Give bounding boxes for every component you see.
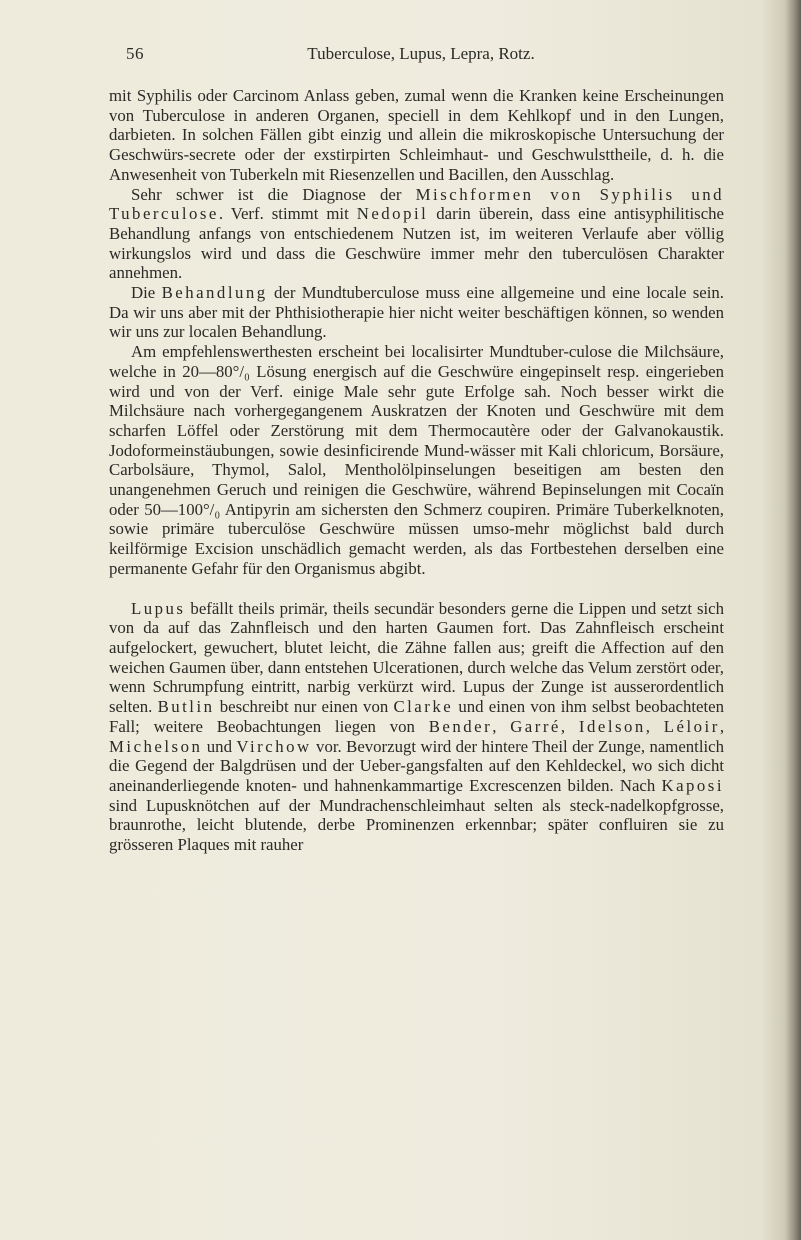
text-segment: , [492,716,511,736]
emphasized-name: Idelson [578,716,646,736]
page-header [126,44,716,66]
emphasized-name: Lupus [131,598,186,618]
emphasized-name: Virchow [236,736,312,756]
running-title: Tuberculose, Lupus, Lepra, Rotz. [307,44,535,63]
text-segment: , [719,716,725,736]
text-segment: Sehr schwer ist die Diagnose der [131,184,416,204]
paragraph-p2 [109,185,724,284]
paragraph-gap [109,579,724,599]
text-segment: und einen von ihm selbst beobachteten Fall; weitere Beobachtungen liegen von [109,697,724,736]
text-segment: darin überein, dass eine antisyphilitische Behandlung anfangs von entschiedenem Nutzen ist, im weiteren Verlaufe aber völlig wirkungslos wird und dass die Geschwüre immer mehr den tuberculösen Charakter annehmen. [109,204,724,283]
emphasized-name: Garré [510,716,561,736]
paragraph-p1 [109,86,724,185]
text-segment: Die [131,283,162,303]
text-segment: der Mundtuberculose muss eine allgemeine und eine locale sein. Da wir uns aber mit der Phthisiotherapie hier nicht weiter beschäftigen können, so wenden wir uns zur localen Behandlung. [109,283,724,342]
text-segment: , [560,716,579,736]
emphasized-name: Butlin [157,697,215,717]
text-segment: vor. Bevorzugt wird der hintere Theil der Zunge, namentlich die Gegend der Balgdrüsen und der Ueber-gangsfalten auf den Kehldeckel, wo sich dicht aneinanderliegende knoten- und hahnenkammartige Excrescenzen bilden. Nach [109,736,724,795]
emphasized-name: Kaposi [661,775,724,795]
emphasized-name: Bender [428,716,493,736]
emphasized-name: Léloir [663,716,720,736]
text-segment: . Verf. stimmt mit [218,204,357,224]
emphasized-name: Nedopil [356,204,429,224]
text-segment: mit Syphilis oder Carcinom Anlass geben, zumal wenn die Kranken keine Erscheinungen von Tuberculose in anderen Organen, speciell in dem Kehlkopf und in den Lungen, darbieten. In solchen Fällen gibt einzig und allein die mikroskopische Untersuchung der Geschwürs-secrete oder der exstirpirten Schleimhaut- und Geschwulsttheile, d. h. die Anwesenheit von Tuberkeln mit Riesenzellen und Bacillen, den Ausschlag. [109,86,724,184]
emphasized-name: Behandlung [161,283,268,303]
paragraph-p4 [109,342,724,578]
text-segment: beschreibt nur einen von [214,697,394,717]
text-segment: , [645,716,664,736]
emphasized-name: Michelson [109,736,203,756]
text-segment: befällt theils primär, theils secundär besonders gerne die Lippen und setzt sich von da auf das Zahnfleisch und den harten Gaumen fort. Das Zahnfleisch erscheint aufgelockert, gewuchert, blutet leicht, die Zähne fallen aus; greift die Affection auf den weichen Gaumen über, dann entstehen Ulcerationen, durch welche das Velum zerstört oder, wenn Schrumpfung eintritt, narbig verkürzt wird. Lupus der Zunge ist ausserordentlich selten. [109,598,724,717]
emphasized-name: Clarke [393,697,454,717]
emphasized-name: Mischformen von Syphilis und Tuberculose [109,184,724,224]
text-segment: Am empfehlenswerthesten erscheint bei localisirter Mundtuber-culose die Milchsäure, welche in 20—80°/₀ Lösung energisch auf die Geschwüre eingepinselt resp. eingerieben wird und von der Verf. einige Male sehr gute Erfolge sah. Noch besser wirkt die Milchsäure nach vorhergegangenem Auskratzen der Knoten und Geschwüre mit dem scharfen Löffel oder Zerstörung mit dem Thermocautère oder der Galvanokaustik. Jodoformeinstäubungen, sowie desinficirende Mund-wässer mit Kali chloricum, Borsäure, Carbolsäure, Thymol, Salol, Mentholölpinselungen beseitigen am besten den unangenehmen Geruch und reinigen die Geschwüre, während Bepinselungen mit Cocaïn oder 50—100°/₀ Antipyrin am sichersten den Schmerz coupiren. Primäre Tuberkelknoten, sowie primäre tuberculöse Geschwüre müssen umso-mehr möglichst bald durch keilförmige Excision unschädlich gemacht werden, als das Fortbestehen derselben eine permanente Gefahr für den Organismus abgibt. [109,342,724,578]
page-number: 56 [126,44,144,63]
paragraph-p3 [109,283,724,342]
paragraph-p5 [109,599,724,855]
body-text [109,86,724,855]
text-segment: sind Lupusknötchen auf der Mundrachenschleimhaut selten als steck-nadelkopfgrosse, braunrothe, leicht blutende, derbe Prominenzen erkennbar; später confluiren sie zu grösseren Plaques mit rauher [109,795,724,855]
page-edge-shadow [785,0,801,1240]
text-segment: und [202,736,237,756]
